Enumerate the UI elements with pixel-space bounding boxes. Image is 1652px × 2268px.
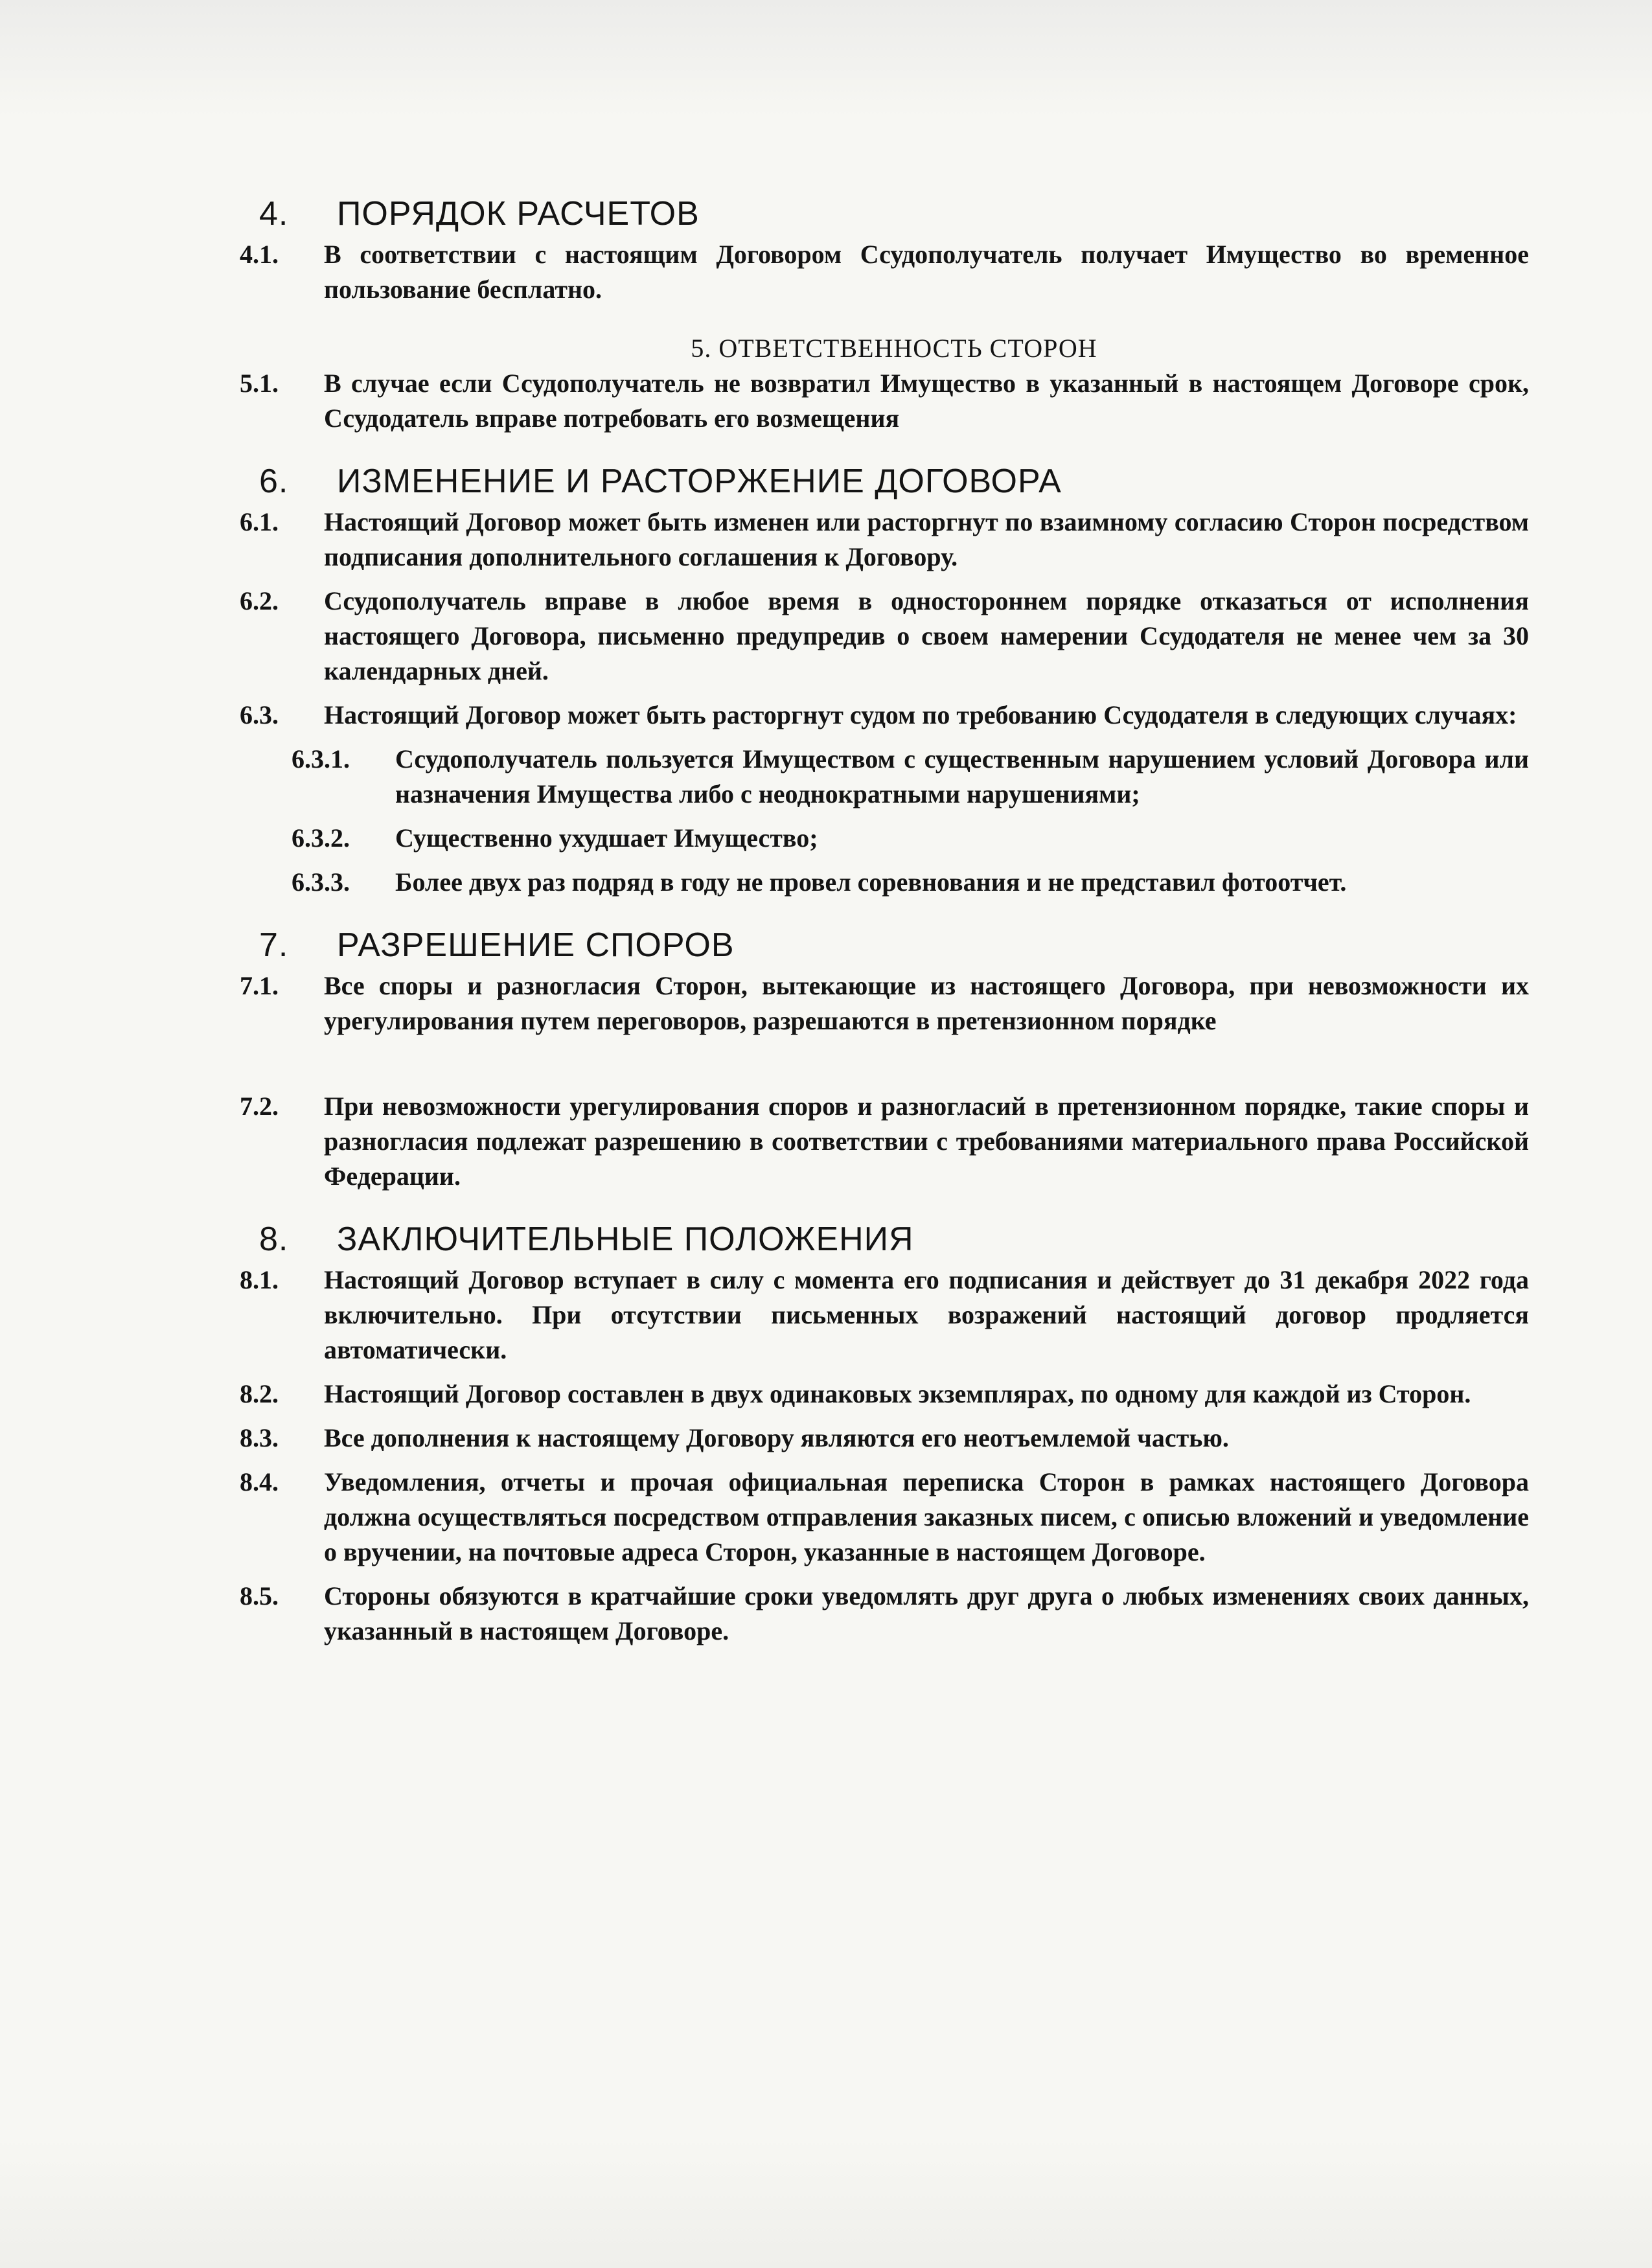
section-heading: [259, 926, 1529, 965]
clause-text: В соответствии с настоящим Договором Ссудополучатель получает Имущество во временное пользование бесплатно.: [324, 240, 1529, 304]
clause: [240, 584, 1529, 689]
clause: [240, 1263, 1529, 1368]
section-title: ИЗМЕНЕНИЕ И РАСТОРЖЕНИЕ ДОГОВОРА: [337, 463, 1062, 500]
section-heading: [259, 194, 1529, 233]
clause-number: 8.2.: [240, 1379, 279, 1408]
clause-number: 6.3.2.: [292, 823, 350, 853]
clause: [240, 1089, 1529, 1194]
section-number: 4.: [259, 195, 289, 233]
clause: [240, 698, 1529, 733]
section-title: 5. ОТВЕТСТВЕННОСТЬ СТОРОН: [691, 334, 1097, 363]
clause-number: 4.1.: [240, 240, 279, 269]
clause-text: Более двух раз подряд в году не провел соревнования и не представил фотоотчет.: [395, 867, 1347, 897]
clause-text: Все споры и разногласия Сторон, вытекающие из настоящего Договора, при невозможности их урегулирования путем переговоров, разрешаются в претензионном порядке: [324, 971, 1529, 1035]
section-4: [240, 194, 1529, 307]
clause: [240, 968, 1529, 1038]
clause-number: 5.1.: [240, 369, 279, 398]
clause-number: 8.4.: [240, 1467, 279, 1496]
spacer: [259, 1048, 1529, 1089]
section-6: [240, 462, 1529, 900]
section-title: ПОРЯДОК РАСЧЕТОВ: [337, 195, 700, 233]
clause-number: 8.5.: [240, 1581, 279, 1610]
clause: [240, 1579, 1529, 1649]
subclause: [259, 742, 1529, 812]
clause-number: 6.2.: [240, 586, 279, 615]
clause-number: 7.2.: [240, 1092, 279, 1121]
section-heading: [259, 462, 1529, 501]
clause-text: Настоящий Договор может быть расторгнут судом по требованию Ссудодателя в следующих случаях:: [324, 700, 1517, 729]
clause-text: Ссудополучатель пользуется Имуществом с существенным нарушением условий Договора или назначения Имущества либо с неоднократными нарушениями;: [395, 744, 1529, 808]
subclause: [259, 821, 1529, 856]
clause-number: 6.3.3.: [292, 867, 350, 897]
clause-number: 6.3.1.: [292, 744, 350, 773]
section-number: 8.: [259, 1220, 289, 1258]
clause: [240, 366, 1529, 436]
clause-text: Ссудополучатель вправе в любое время в одностороннем порядке отказаться от исполнения настоящего Договора, письменно предупредив о своем намерении Ссудодателя не менее чем за 30 календарных дней.: [324, 586, 1529, 685]
clause: [240, 237, 1529, 307]
clause-text: Уведомления, отчеты и прочая официальная переписка Сторон в рамках настоящего Договора должна осуществляться посредством отправления заказных писем, с описью вложений и уведомление о вручении, на почтовые адреса Сторон, указанные в настоящем Договоре.: [324, 1467, 1529, 1566]
clause-text: Настоящий Договор может быть изменен или расторгнут по взаимному согласию Сторон посредством подписания дополнительного соглашения к Договору.: [324, 507, 1529, 571]
section-title: РАЗРЕШЕНИЕ СПОРОВ: [337, 926, 735, 964]
clause-text: Настоящий Договор составлен в двух одинаковых экземплярах, по одному для каждой из Сторон.: [324, 1379, 1471, 1408]
clause-number: 8.3.: [240, 1423, 279, 1452]
section-number: 7.: [259, 926, 289, 964]
clause: [240, 1377, 1529, 1412]
section-7: [240, 926, 1529, 1194]
clause-text: При невозможности урегулирования споров и разногласий в претензионном порядке, такие споры и разногласия подлежат разрешению в соответствии с требованиями материального права Российской Федерации.: [324, 1092, 1529, 1191]
section-number: 6.: [259, 463, 289, 500]
clause: [240, 505, 1529, 575]
document-body: [240, 194, 1529, 1671]
clause-number: 8.1.: [240, 1265, 279, 1294]
clause-number: 7.1.: [240, 971, 279, 1000]
clause-number: 6.3.: [240, 700, 279, 729]
clause-text: В случае если Ссудополучатель не возвратил Имущество в указанный в настоящем Договоре срок, Ссудодатель вправе потребовать его возмещения: [324, 369, 1529, 433]
clause-text: Все дополнения к настоящему Договору являются его неотъемлемой частью.: [324, 1423, 1229, 1452]
clause-text: Стороны обязуются в кратчайшие сроки уведомлять друг друга о любых изменениях своих данных, указанный в настоящем Договоре.: [324, 1581, 1529, 1645]
clause: [240, 1465, 1529, 1570]
clause-text: Настоящий Договор вступает в силу с момента его подписания и действует до 31 декабря 2022 года включительно. При отсутствии письменных возражений настоящий договор продляется автоматически.: [324, 1265, 1529, 1364]
section-heading: [259, 1220, 1529, 1259]
section-8: [240, 1220, 1529, 1649]
clause-text: Существенно ухудшает Имущество;: [395, 823, 818, 853]
clause-number: 6.1.: [240, 507, 279, 536]
section-title: ЗАКЛЮЧИТЕЛЬНЫЕ ПОЛОЖЕНИЯ: [337, 1220, 914, 1258]
clause: [240, 1421, 1529, 1456]
subclause: [259, 865, 1529, 900]
section-5: [240, 333, 1529, 436]
